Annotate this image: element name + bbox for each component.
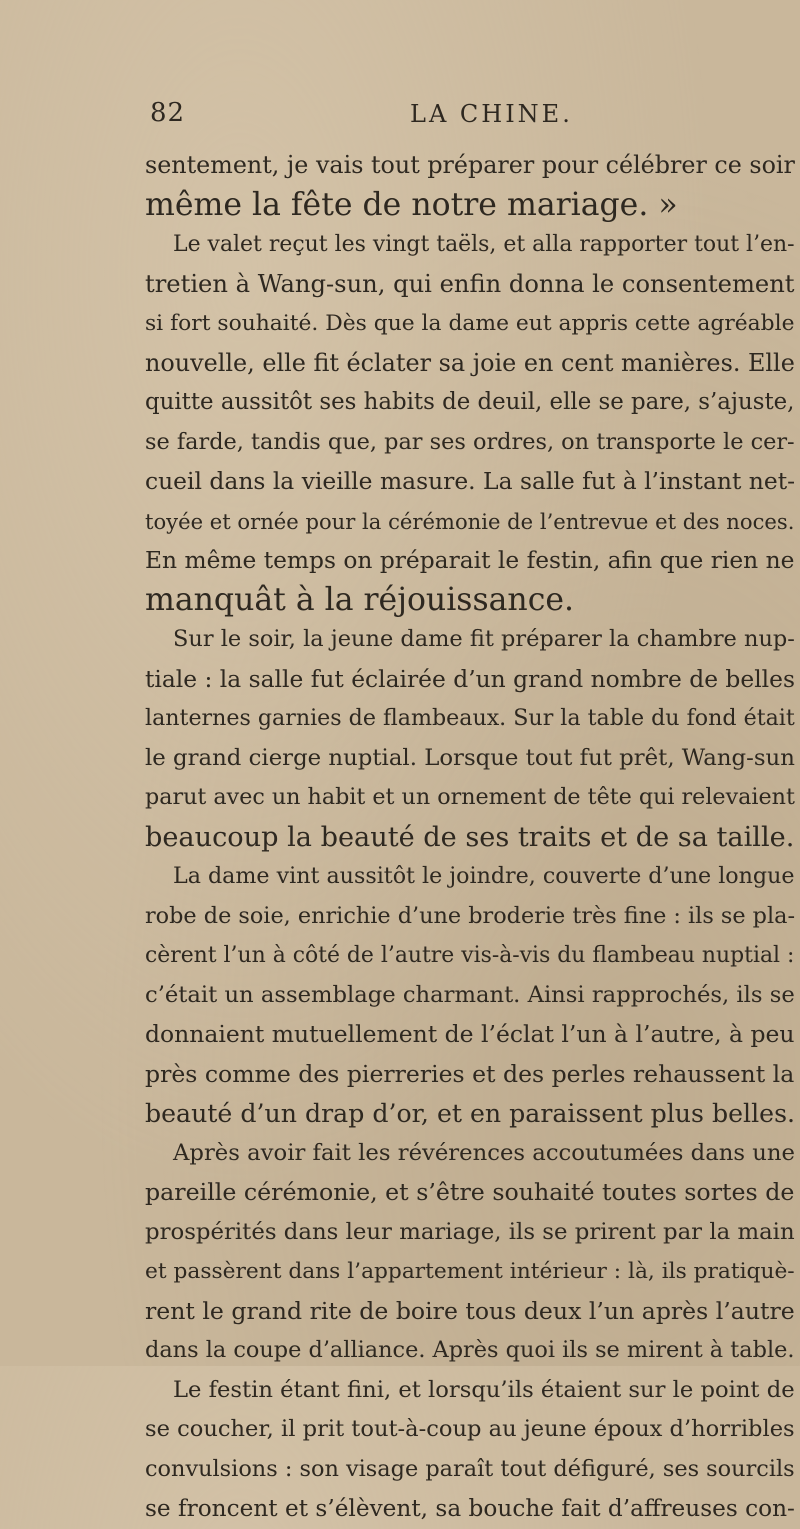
- text-line: cueil dans la vieille masure. La salle fut à l’instant net-: [145, 467, 795, 495]
- text-line: même la fête de notre mariage. »: [145, 186, 678, 223]
- text-line: dans la coupe d’alliance. Après quoi ils se mirent à table.: [145, 1337, 795, 1363]
- text-line: En même temps on préparait le festin, afin que rien ne: [145, 546, 795, 574]
- body-text: [145, 146, 795, 1529]
- page-header: [148, 98, 788, 138]
- text-line: tretien à Wang-sun, qui enfin donna le consentement: [145, 269, 795, 298]
- text-line: parut avec un habit et un ornement de tête qui relevaient: [145, 784, 795, 810]
- text-line: rent le grand rite de boire tous deux l’un après l’autre: [145, 1296, 795, 1325]
- text-line: Le valet reçut les vingt taëls, et alla rapporter tout l’en-: [173, 232, 795, 257]
- page-number: 82: [150, 98, 186, 128]
- text-line: prospérités dans leur mariage, ils se prirent par la main: [145, 1218, 795, 1245]
- text-line: quitte aussitôt ses habits de deuil, elle se pare, s’ajuste,: [145, 389, 795, 415]
- text-line: Le festin étant fini, et lorsqu’ils étaient sur le point de: [173, 1376, 795, 1403]
- text-line: le grand cierge nuptial. Lorsque tout fut prêt, Wang-sun: [145, 744, 795, 771]
- text-line: si fort souhaité. Dès que la dame eut appris cette agréable: [145, 311, 795, 336]
- text-line: donnaient mutuellement de l’éclat l’un à l’autre, à peu: [145, 1020, 795, 1048]
- text-line: se coucher, il prit tout-à-coup au jeune époux d’horribles: [145, 1416, 795, 1442]
- text-line: sentement, je vais tout préparer pour célébrer ce soir: [145, 151, 795, 179]
- text-line: La dame vint aussitôt le joindre, couverte d’une longue: [173, 863, 795, 889]
- text-line: nouvelle, elle fit éclater sa joie en cent manières. Elle: [145, 348, 795, 377]
- text-line: robe de soie, enrichie d’une broderie très fine : ils se pla-: [145, 902, 795, 929]
- text-line: c’était un assemblage charmant. Ainsi rapprochés, ils se: [145, 981, 795, 1008]
- text-line: tiale : la salle fut éclairée d’un grand nombre de belles: [145, 664, 795, 693]
- text-line: Sur le soir, la jeune dame fit préparer la chambre nup-: [173, 626, 795, 652]
- text-line: pareille cérémonie, et s’être souhaité toutes sortes de: [145, 1178, 795, 1206]
- running-head: LA CHINE.: [410, 100, 573, 128]
- text-line: toyée et ornée pour la cérémonie de l’entrevue et des noces.: [145, 508, 795, 534]
- text-line: convulsions : son visage paraît tout défiguré, ses sourcils: [145, 1455, 795, 1482]
- text-line: se froncent et s’élèvent, sa bouche fait d’affreuses con-: [145, 1495, 795, 1522]
- text-line: Après avoir fait les révérences accoutumées dans une: [173, 1139, 795, 1166]
- text-line: près comme des pierreries et des perles rehaussent la: [145, 1059, 795, 1088]
- text-line: cèrent l’un à côté de l’autre vis-à-vis du flambeau nuptial :: [145, 943, 795, 968]
- text-line: se farde, tandis que, par ses ordres, on transporte le cer-: [145, 428, 795, 455]
- text-line: lanternes garnies de flambeaux. Sur la table du fond était: [145, 705, 795, 731]
- text-line: et passèrent dans l’appartement intérieur : là, ils pratiquè-: [145, 1259, 795, 1284]
- text-line: manquât à la réjouissance.: [145, 581, 574, 618]
- text-line: beaucoup la beauté de ses traits et de sa taille.: [145, 821, 795, 853]
- text-line: beauté d’un drap d’or, et en paraissent plus belles.: [145, 1099, 796, 1128]
